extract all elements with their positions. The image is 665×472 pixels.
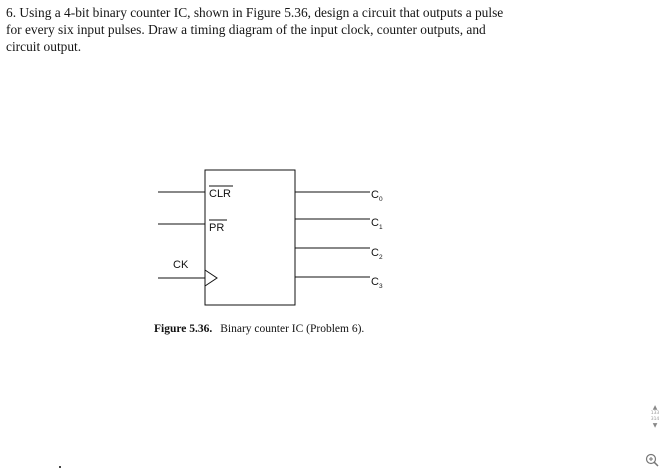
pr-label: PR: [209, 222, 225, 234]
problem-text: Using a 4-bit binary counter IC, shown in Figure 5.36, design a circuit that outputs a pulse for every six input pulses. Draw a timing diagram of the input clock, counter outputs, and circuit output.: [6, 5, 504, 54]
c3-label: $C_3$: [371, 276, 383, 290]
page-down-icon[interactable]: ▼: [652, 422, 658, 429]
page-current: 133: [650, 411, 660, 416]
page-total: 314: [650, 416, 660, 422]
c0-label: $C_0$: [371, 189, 383, 203]
figure-caption-label: Figure 5.36.: [154, 323, 213, 335]
zoom-in-icon[interactable]: [644, 452, 660, 468]
clock-triangle: [205, 270, 217, 286]
page-up-icon[interactable]: ▲: [652, 404, 658, 411]
ck-label: CK: [173, 259, 189, 271]
stray-mark: [59, 466, 61, 468]
problem-number: 6.: [6, 5, 17, 20]
c2-label: $C_2$: [371, 247, 383, 261]
page-navigator: [648, 404, 662, 429]
figure-caption: [154, 323, 364, 335]
c1-label: $C_1$: [371, 217, 383, 231]
figure-caption-text: Binary counter IC (Problem 6).: [220, 323, 365, 335]
clr-label: CLR: [209, 188, 232, 200]
